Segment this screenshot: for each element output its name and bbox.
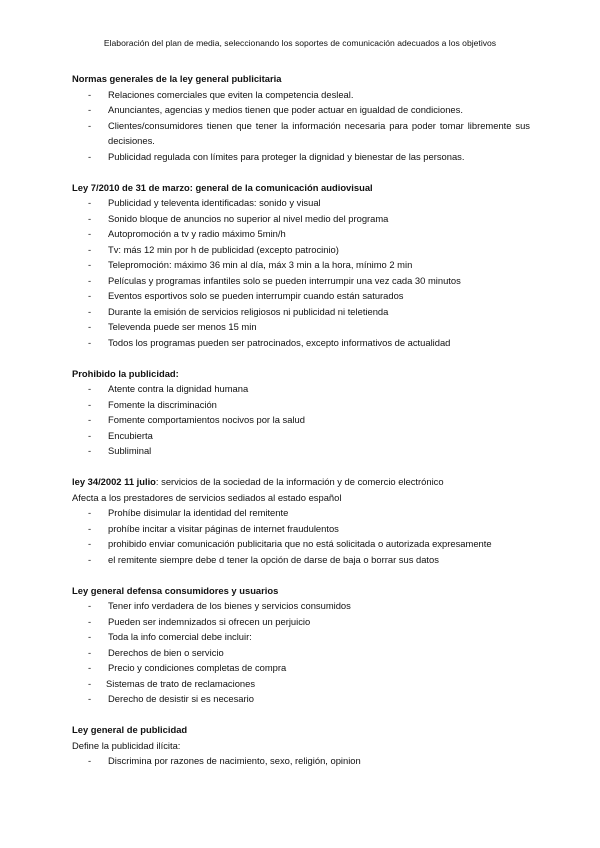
bullet-list [72, 753, 530, 769]
document-body [72, 71, 530, 769]
bullet-list [72, 505, 530, 567]
section-defensa-consumidores [72, 583, 530, 707]
list-item: - Prohíbe disimular la identidad del remitente [88, 507, 289, 518]
section-ley-7-2010 [72, 180, 530, 351]
list-item: - Relaciones comerciales que eviten la competencia desleal. [88, 88, 354, 100]
bullet-list [72, 87, 530, 165]
section-ley-general-publicidad [72, 722, 530, 769]
list-item: - el remitente siempre debe d tener la opción de darse de baja o borrar sus datos [88, 553, 439, 565]
section-intro: Afecta a los prestadores de servicios sediados al estado español [72, 491, 342, 503]
list-item: - Televenda puede ser menos 15 min [88, 321, 257, 332]
section-heading: ley 34/2002 11 julio: servicios de la sociedad de la información y de comercio electrónico [72, 476, 444, 487]
list-item: - Tv: más 12 min por h de publicidad (excepto patrocinio) [88, 243, 339, 255]
list-item: - Publicidad y televenta identificadas: sonido y visual [88, 197, 321, 208]
list-item: - Anunciantes, agencias y medios tienen que poder actuar en igualdad de condiciones. [88, 104, 463, 115]
list-item: - Durante la emisión de servicios religiosos ni publicidad ni teletienda [88, 305, 389, 317]
document-title: Elaboración del plan de media, seleccionando los soportes de comunicación adecuados a los objetivos [103, 38, 497, 48]
section-ley-general-publicitaria [72, 71, 530, 164]
list-item: - Precio y condiciones completas de compra [88, 662, 287, 673]
list-item: - Sistemas de trato de reclamaciones [88, 677, 256, 689]
bullet-list [72, 598, 530, 707]
list-item: - Discrimina por razones de nacimiento, sexo, religión, opinion [88, 755, 361, 766]
section-prohibido-publicidad [72, 366, 530, 459]
section-intro: Define la publicidad ilícita: [72, 739, 181, 751]
list-item: - Subliminal [88, 445, 152, 456]
list-item: - Sonido bloque de anuncios no superior al nivel medio del programa [88, 212, 389, 224]
list-item: - Películas y programas infantiles solo se pueden interrumpir una vez cada 30 minutos [88, 274, 461, 286]
list-item: - Autopromoción a tv y radio máximo 5min/h [88, 228, 286, 239]
list-item: - Clientes/consumidores tienen que tener la información necesaria para poder tomar libremente sus decisiones. [88, 119, 530, 146]
section-heading: Ley 7/2010 de 31 de marzo: general de la comunicación audiovisual [72, 181, 373, 193]
list-item: - Eventos esportivos solo se pueden interrumpir cuando están saturados [88, 290, 404, 301]
list-item: - Atente contra la dignidad humana [88, 383, 249, 394]
section-ley-34-2002 [72, 474, 530, 567]
list-item: - Encubierta [88, 429, 153, 441]
list-item: - Fomente la discriminación [88, 398, 217, 410]
list-item: - Fomente comportamientos nocivos por la salud [88, 414, 305, 425]
list-item: - Telepromoción: máximo 36 min al día, máx 3 min a la hora, mínimo 2 min [88, 259, 413, 270]
list-item: - Derechos de bien o servicio [88, 646, 224, 658]
section-heading: Ley general defensa consumidores y usuarios [72, 584, 279, 596]
list-item: - prohibido enviar comunicación publicitaria que no está solicitada o autorizada expresamente [88, 538, 492, 549]
list-item: - Derecho de desistir si es necesario [88, 693, 254, 704]
bullet-list [72, 195, 530, 350]
section-heading: Normas generales de la ley general publicitaria [72, 73, 282, 84]
list-item: - Publicidad regulada con límites para proteger la dignidad y bienestar de las personas. [88, 150, 465, 162]
list-item: - Tener info verdadera de los bienes y servicios consumidos [88, 600, 351, 611]
section-heading: Prohibido la publicidad: [72, 367, 179, 379]
list-item: - Todos los programas pueden ser patrocinados, excepto informativos de actualidad [88, 336, 451, 348]
list-item: - prohíbe incitar a visitar páginas de internet fraudulentos [88, 522, 339, 534]
section-heading: Ley general de publicidad [72, 724, 188, 735]
list-item: - Toda la info comercial debe incluir: [88, 631, 252, 642]
list-item: - Pueden ser indemnizados si ofrecen un perjuicio [88, 615, 311, 627]
bullet-list [72, 381, 530, 459]
